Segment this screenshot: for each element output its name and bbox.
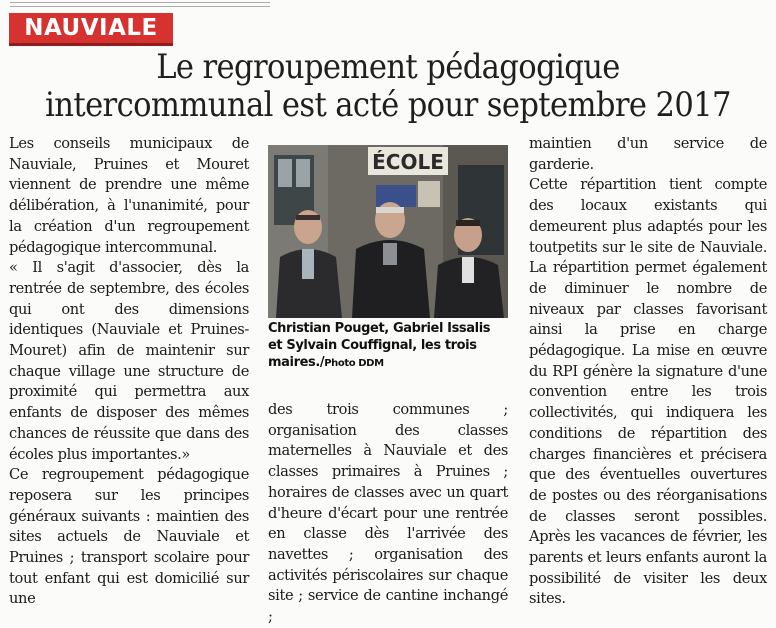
photo-credit: Photo DDM bbox=[324, 358, 384, 369]
paragraph: maintien d'un service de garderie. bbox=[529, 135, 767, 173]
article-headline bbox=[0, 48, 776, 124]
paragraph: Cette répartition tient compte des locaux existants qui demeurent plus adaptés pour les toutpetits sur le site de Nauviale. La répartition permet également de diminuer le nombre de niveaux par classes favorisant ainsi la prise en charge pédagogique. La mise en œuvre du RPI génère la signature d'une convention entre les trois collectivités, qui indiquera les conditions de répartition des charges financières et précisera que des éventuelles ouvertures de postes ou des réorganisations de classes seront possibles. Après les vacances de février, les parents et leurs enfants auront la possibilité de visiter les deux sites. bbox=[529, 176, 767, 608]
article-column-1 bbox=[9, 134, 249, 610]
article-column-3 bbox=[529, 134, 767, 610]
paragraph: Ce regroupement pédagogique reposera sur les principes généraux suivants : maintien des sites actuels de Nauviale et Pruines ; transport scolaire pour tout enfant qui est domicilié sur une bbox=[9, 466, 249, 608]
headline-line-1: Le regroupement pédagogique bbox=[156, 47, 620, 87]
caption-text: Christian Pouget, Gabriel Issalis et Sylvain Couffignal, les trois maires./ bbox=[268, 321, 491, 370]
article-photo bbox=[268, 145, 508, 318]
paragraph: Les conseils municipaux de Nauviale, Pruines et Mouret viennent de prendre une même délibération, à l'unanimité, pour la création d'un regroupement pédagogique intercommunal. bbox=[9, 135, 249, 256]
paragraph: des trois communes ; organisation des classes maternelles à Nauviale et des classes primaires à Pruines ; horaires de classes avec un quart d'heure d'écart pour une rentrée en classe dès l'arrivée des navettes ; organisation des activités périscolaires sur chaque site ; service de cantine inchangé ; bbox=[268, 401, 508, 626]
section-kicker bbox=[9, 13, 173, 46]
photo-caption bbox=[268, 320, 508, 372]
headline-line-2: intercommunal est acté pour septembre 2017 bbox=[45, 85, 731, 125]
photo-illustration bbox=[268, 145, 508, 318]
sign-text: ÉCOLE bbox=[372, 150, 444, 174]
paragraph: « Il s'agit d'associer, dès la rentrée de septembre, des écoles qui ont des dimensions identiques (Nauviale et Pruines-Mouret) afin de maintenir sur chaque village une structure de proximité qui permettra aux enfants de disposer des mêmes chances de réussite que dans des écoles plus importantes.» bbox=[9, 259, 249, 463]
article-column-2 bbox=[268, 400, 508, 628]
kicker-label: NAUVIALE bbox=[24, 15, 158, 41]
top-rule bbox=[0, 0, 776, 8]
